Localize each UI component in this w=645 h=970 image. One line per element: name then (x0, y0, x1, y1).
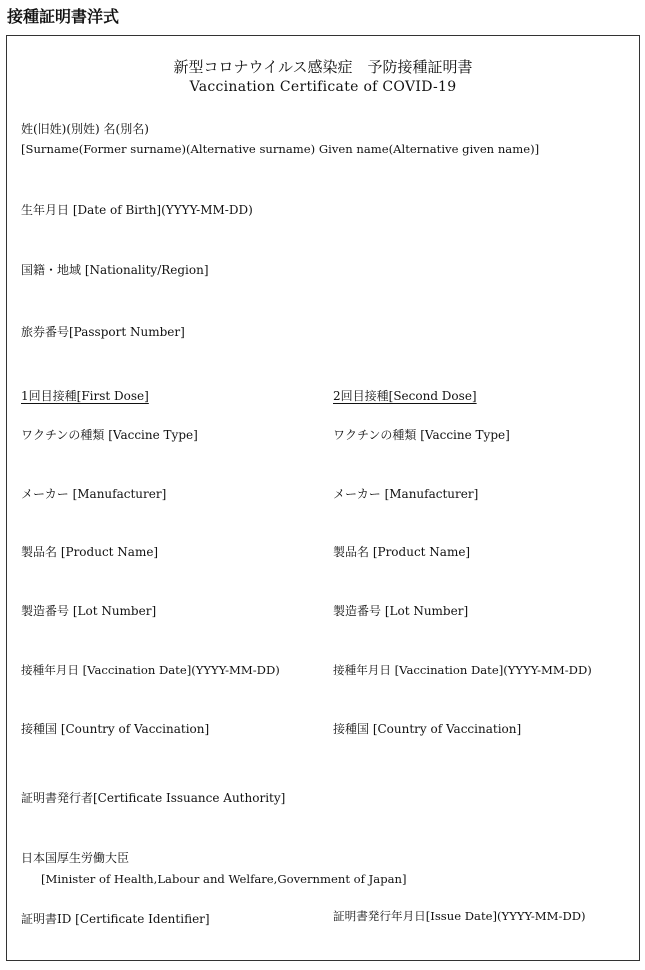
issuance-authority-label: 証明書発行者[Certificate Issuance Authority] (21, 791, 286, 805)
certificate-title-ja: 新型コロナウイルス感染症 予防接種証明書 (173, 58, 473, 76)
issuance-authority-ja: 日本国厚生労働大臣 (21, 851, 130, 865)
birth-date-label: 生年月日 [Date of Birth](YYYY-MM-DD) (21, 203, 253, 217)
certificate-form (6, 35, 640, 961)
issue-date-label: 証明書発行年月日[Issue Date](YYYY-MM-DD) (333, 909, 586, 923)
second-dose-manufacturer: メーカー [Manufacturer] (333, 487, 479, 501)
first-dose-vaccine-type: ワクチンの種類 [Vaccine Type] (21, 428, 198, 442)
first-dose-product-name: 製品名 [Product Name] (21, 545, 159, 559)
second-dose-lot-number: 製造番号 [Lot Number] (333, 604, 469, 618)
page-heading: 接種証明書洋式 (7, 7, 120, 26)
second-dose-heading: 2回目接種[Second Dose] (333, 389, 477, 403)
first-dose-vaccination-date: 接種年月日 [Vaccination Date](YYYY-MM-DD) (21, 663, 280, 677)
first-dose-manufacturer: メーカー [Manufacturer] (21, 487, 167, 501)
second-dose-vaccination-date: 接種年月日 [Vaccination Date](YYYY-MM-DD) (333, 663, 592, 677)
name-label-en: [Surname(Former surname)(Alternative surname) Given name(Alternative given name)] (21, 142, 540, 156)
second-dose-product-name: 製品名 [Product Name] (333, 545, 471, 559)
first-dose-lot-number: 製造番号 [Lot Number] (21, 604, 157, 618)
second-dose-vaccine-type: ワクチンの種類 [Vaccine Type] (333, 428, 510, 442)
certificate-title-en: Vaccination Certificate of COVID-19 (189, 79, 457, 95)
issuance-authority-en: [Minister of Health,Labour and Welfare,Government of Japan] (41, 872, 407, 886)
certificate-id-label: 証明書ID [Certificate Identifier] (21, 912, 210, 926)
first-dose-country: 接種国 [Country of Vaccination] (21, 722, 210, 736)
name-label-ja: 姓(旧姓)(別姓) 名(別名) (21, 122, 149, 136)
second-dose-country: 接種国 [Country of Vaccination] (333, 722, 522, 736)
nationality-label: 国籍・地域 [Nationality/Region] (21, 263, 209, 277)
first-dose-heading: 1回目接種[First Dose] (21, 389, 149, 403)
passport-number-label: 旅券番号[Passport Number] (21, 325, 185, 339)
